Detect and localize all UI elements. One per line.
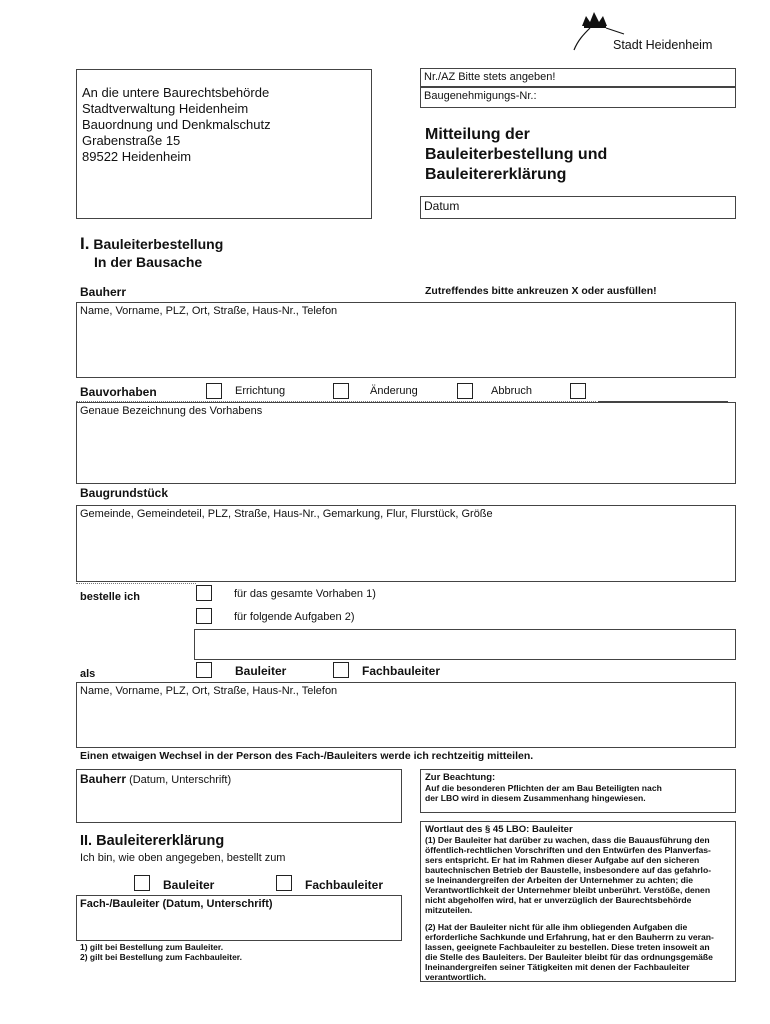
address-line: Bauordnung und Denkmalschutz [82, 117, 271, 132]
gesamte-vorhaben-label: für das gesamte Vorhaben 1) [234, 588, 376, 600]
lbo-line: mitzuteilen. [425, 905, 473, 915]
datum-field[interactable] [420, 196, 736, 219]
bauherr-field-label: Name, Vorname, PLZ, Ort, Straße, Haus-Nr., Telefon [80, 305, 338, 317]
bauherr-signature-label [80, 772, 231, 786]
lbo-line: erforderliche Sachkunde und Erfahrung, hat er den Bauherrn zu veran- [425, 932, 714, 942]
bauleiter-field[interactable] [76, 682, 736, 748]
lbo-line: bautechnischen Betrieb der Baustelle, insbesondere auf das gefahrlo- [425, 865, 712, 875]
vorhaben-field[interactable] [76, 402, 736, 484]
erklaerung-bauleiter-checkbox[interactable] [134, 875, 150, 891]
aufgaben-field[interactable] [194, 629, 736, 660]
lbo-line: öffentlich-rechtlichen Vorschriften und den Entwürfen des Planverfas- [425, 845, 711, 855]
errichtung-label: Errichtung [235, 385, 286, 397]
erklaerung-bauleiter-label: Bauleiter [163, 878, 215, 892]
folgende-aufgaben-checkbox[interactable] [196, 608, 212, 624]
baugrundstueck-field-label: Gemeinde, Gemeindeteil, PLZ, Straße, Haus-Nr., Gemarkung, Flur, Flurstück, Größe [80, 508, 493, 520]
divider [76, 583, 196, 584]
wechsel-notice: Einen etwaigen Wechsel in der Person des Fach-/Bauleiters werde ich rechtzeitig mitteilen. [80, 750, 534, 762]
lbo-line: die Stelle des Bauleiters. Der Bauleiter bleibt für das ordnungsgemäße [425, 952, 713, 962]
address-box [76, 69, 372, 219]
address-line: An die untere Baurechtsbehörde [82, 85, 270, 100]
lbo-line: se Ineinandergreifen der Arbeiten der Unternehmer zu achten; die [425, 875, 694, 885]
beachtung-line: der LBO wird in diesem Zusammenhang hingewiesen. [425, 793, 646, 803]
address-line: Grabenstraße 15 [82, 133, 181, 148]
gesamte-vorhaben-checkbox[interactable] [196, 585, 212, 601]
als-bauleiter-checkbox[interactable] [196, 662, 212, 678]
lbo-para2 [425, 922, 714, 982]
als-label: als [80, 668, 96, 680]
signature-rest: (Datum, Unterschrift) [126, 774, 232, 786]
bauherr-signature-field[interactable] [76, 769, 402, 823]
lbo-line: verantwortlich. [425, 972, 487, 982]
title-line: Bauleitererklärung [425, 166, 567, 183]
baugenehmigung-field[interactable] [420, 87, 736, 108]
signature-bold: Bauherr [80, 772, 127, 786]
logo-text: Stadt Heidenheim [613, 38, 713, 52]
nr-az-label: Nr./AZ Bitte stets angeben! [424, 71, 556, 83]
bestelle-label: bestelle ich [80, 591, 140, 603]
baugenehmigung-label: Baugenehmigungs-Nr.: [424, 90, 537, 102]
folgende-aufgaben-label: für folgende Aufgaben 2) [234, 611, 355, 623]
document-title [425, 125, 607, 185]
instruction-text: Zutreffendes bitte ankreuzen X oder ausfüllen! [425, 285, 657, 297]
address-line: Stadtverwaltung Heidenheim [82, 101, 249, 116]
errichtung-checkbox[interactable] [206, 383, 222, 399]
bauvorhaben-label: Bauvorhaben [80, 385, 157, 399]
als-bauleiter-label: Bauleiter [235, 664, 287, 678]
footnote: 2) gilt bei Bestellung zum Fachbauleiter. [80, 952, 243, 962]
section1-roman: I. [80, 234, 90, 253]
section2-title: II. Bauleitererklärung [80, 833, 225, 849]
footnotes [80, 942, 242, 962]
section1-subheading: In der Bausache [94, 254, 203, 270]
bauherr-field[interactable] [76, 302, 736, 378]
bauleiter-field-label: Name, Vorname, PLZ, Ort, Straße, Haus-Nr., Telefon [80, 685, 338, 697]
vorhaben-field-label: Genaue Bezeichnung des Vorhabens [80, 405, 263, 417]
lbo-para1 [425, 835, 711, 915]
erklaerung-fachbauleiter-checkbox[interactable] [276, 875, 292, 891]
abbruch-label: Abbruch [491, 385, 532, 397]
beachtung-title: Zur Beachtung: [425, 772, 496, 783]
datum-label: Datum [424, 199, 460, 213]
section2-subtitle: Ich bin, wie oben angegeben, bestellt zum [80, 852, 286, 864]
nr-az-field[interactable] [420, 68, 736, 87]
title-line: Mitteilung der [425, 126, 530, 143]
als-fachbauleiter-checkbox[interactable] [333, 662, 349, 678]
beachtung-text [425, 783, 662, 803]
bauherr-label: Bauherr [80, 285, 127, 299]
section1-heading: Bauleiterbestellung [93, 236, 224, 252]
lbo-line: nicht abgeholfen wird, hat er unverzüglich der Baurechtsbehörde [425, 895, 692, 905]
beachtung-line: Auf die besonderen Pflichten der am Bau Beteiligten nach [425, 783, 662, 793]
als-fachbauleiter-label: Fachbauleiter [362, 664, 441, 678]
title-line: Bauleiterbestellung und [425, 146, 608, 163]
lbo-line: Verantwortlichkeit der Unternehmer bleibt unberührt. Verstöße, denen [425, 885, 711, 895]
lbo-line: (2) Hat der Bauleiter nicht für alle ihm obliegenden Aufgaben die [425, 922, 688, 932]
abbruch-checkbox[interactable] [457, 383, 473, 399]
beachtung-box [420, 769, 736, 813]
fachbauleiter-signature-label: Fach-/Bauleiter (Datum, Unterschrift) [80, 898, 273, 910]
lbo-box [420, 821, 736, 982]
lbo-line: Ineinandergreifen seiner Tätigkeiten mit denen der Fachbauleiter [425, 962, 690, 972]
aenderung-checkbox[interactable] [333, 383, 349, 399]
baugrundstueck-label: Baugrundstück [80, 486, 169, 500]
city-logo [566, 8, 726, 56]
lbo-line: sers entspricht. Er hat im Rahmen dieser Aufgabe auf den sicheren [425, 855, 700, 865]
other-checkbox[interactable] [570, 383, 586, 399]
footnote: 1) gilt bei Bestellung zum Bauleiter. [80, 942, 224, 952]
lbo-title: Wortlaut des § 45 LBO: Bauleiter [425, 824, 573, 835]
lbo-line: (1) Der Bauleiter hat darüber zu wachen, dass die Bauausführung den [425, 835, 710, 845]
address-line: 89522 Heidenheim [82, 149, 192, 164]
fachbauleiter-signature-field[interactable] [76, 895, 402, 941]
section1-title [80, 235, 223, 271]
lbo-line: lassen, geeignete Fachbauleiter zu bestellen. Diese treten insoweit an [425, 942, 710, 952]
erklaerung-fachbauleiter-label: Fachbauleiter [305, 878, 384, 892]
baugrundstueck-field[interactable] [76, 505, 736, 582]
aenderung-label: Änderung [370, 385, 418, 397]
